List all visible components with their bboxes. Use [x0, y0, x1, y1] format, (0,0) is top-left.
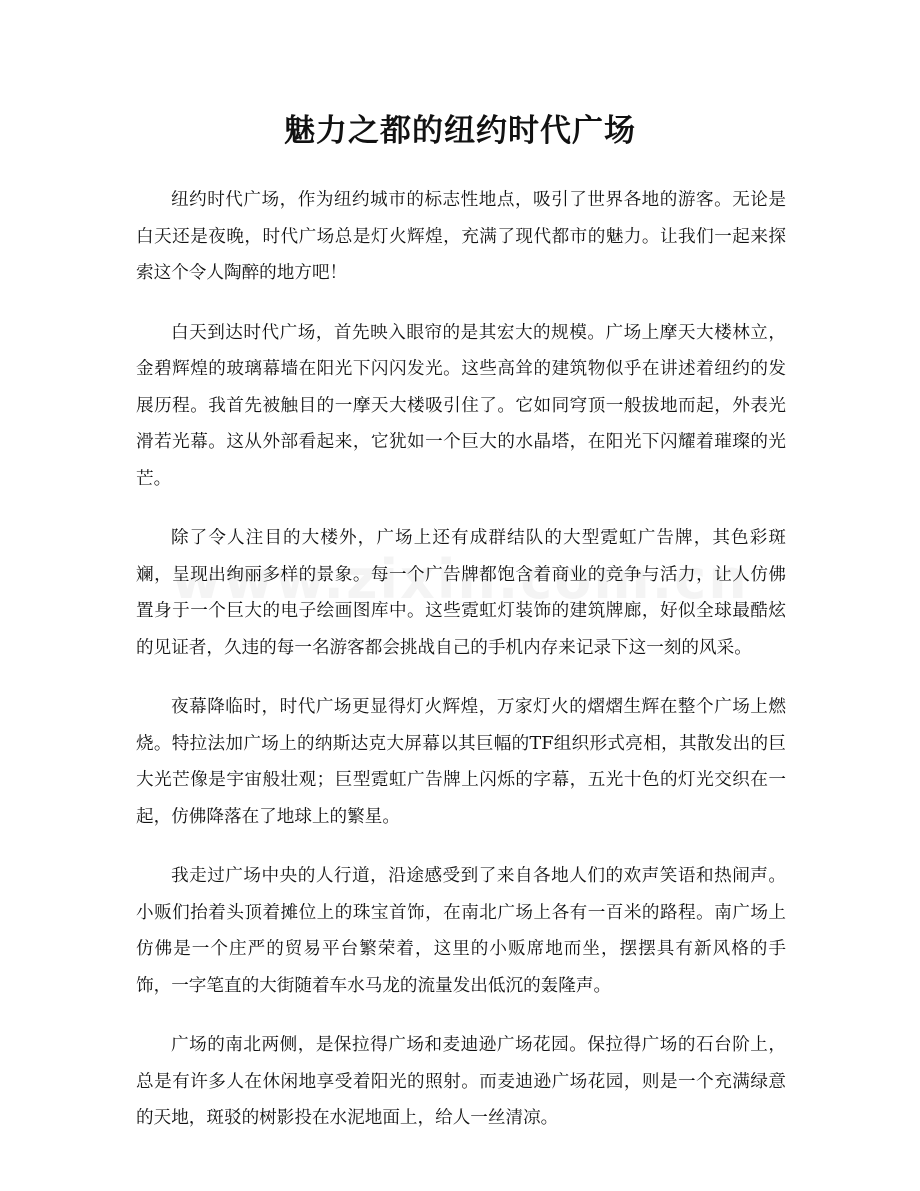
document-body	[136, 182, 786, 1160]
paragraph-4: 夜幕降临时，时代广场更显得灯火辉煌，万家灯火的熠熠生辉在整个广场上燃烧。特拉法加广场上的纳斯达克大屏幕以其巨幅的TF组织形式亮相，其散发出的巨大光芒像是宇宙般壮观；巨型霓虹广告牌上闪烁的字幕，五光十色的灯光交织在一起，仿佛降落在了地球上的繁星。	[136, 697, 786, 827]
paragraph-1: 纽约时代广场，作为纽约城市的标志性地点，吸引了世界各地的游客。无论是白天还是夜晚，时代广场总是灯火辉煌，充满了现代都市的魅力。让我们一起来探索这个令人陶醉的地方吧！	[136, 190, 786, 283]
paragraph-6: 广场的南北两侧，是保拉得广场和麦迪逊广场花园。保拉得广场的石台阶上，总是有许多人在休闲地享受着阳光的照射。而麦迪逊广场花园，则是一个充满绿意的天地，斑驳的树影投在水泥地面上，给人一丝清凉。	[136, 1035, 786, 1128]
paragraph-3: 除了令人注目的大楼外，广场上还有成群结队的大型霓虹广告牌，其色彩斑斓，呈现出绚丽多样的景象。每一个广告牌都饱含着商业的竞争与活力，让人仿佛置身于一个巨大的电子绘画图库中。这些霓虹灯装饰的建筑牌廊，好似全球最酷炫的见证者，久违的每一名游客都会挑战自己的手机内存来记录下这一刻的风采。	[136, 528, 786, 658]
paragraph-2: 白天到达时代广场，首先映入眼帘的是其宏大的规模。广场上摩天大楼林立，金碧辉煌的玻璃幕墙在阳光下闪闪发光。这些高耸的建筑物似乎在讲述着纽约的发展历程。我首先被触目的一摩天大楼吸引住了。它如同穹顶一般拔地而起，外表光滑若光幕。这从外部看起来，它犹如一个巨大的水晶塔，在阳光下闪耀着璀璨的光芒。	[136, 322, 786, 489]
document-title: 魅力之都的纽约时代广场	[284, 113, 636, 149]
paragraph-5: 我走过广场中央的人行道，沿途感受到了来自各地人们的欢声笑语和热闹声。小贩们抬着头顶着摊位上的珠宝首饰，在南北广场上各有一百米的路程。南广场上仿佛是一个庄严的贸易平台繁荣着，这里的小贩席地而坐，摆摆具有新风格的手饰，一字笔直的大街随着车水马龙的流量发出低沉的轰隆声。	[136, 866, 786, 996]
